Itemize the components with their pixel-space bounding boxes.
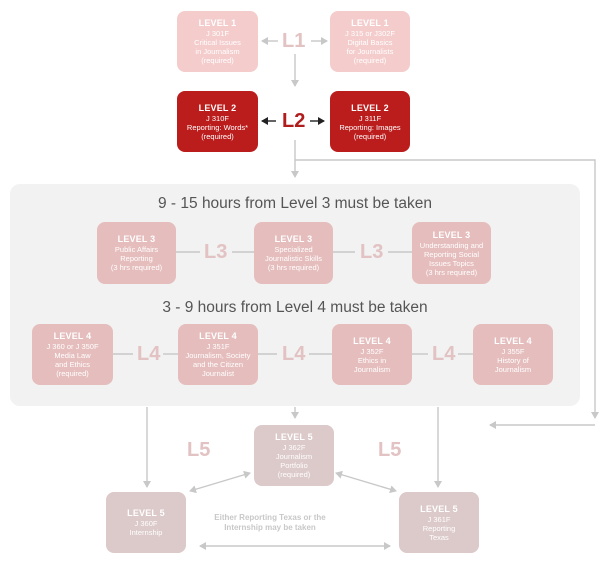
box-line: Portfolio (280, 461, 308, 470)
box-line: J 352F (360, 346, 384, 356)
box-line: Understanding and (419, 240, 484, 250)
box-line: (required) (56, 369, 89, 378)
box-line: (required) (201, 131, 234, 141)
box-line: Journalist (201, 369, 235, 378)
box-line: J 355F (501, 346, 525, 356)
label-l2: L2 (279, 110, 308, 132)
box-title: LEVEL 1 (351, 18, 389, 28)
either-or-note: Either Reporting Texas or the Internship may be taken (214, 513, 326, 532)
box-line: Reporting: Words* (186, 122, 249, 132)
box-line: Reporting Social (423, 249, 480, 259)
box-line: J 310F (206, 113, 229, 123)
box-line: (required) (277, 470, 311, 479)
box-line: J 351F (206, 342, 230, 351)
level5-portfolio-box (254, 425, 334, 486)
box-title: LEVEL 4 (353, 335, 391, 346)
box-line: J 360 or J 350F (46, 342, 99, 351)
box-line: and Ethics (54, 360, 91, 369)
box-line: Journalism, Society (185, 351, 251, 360)
label-l4-third: L4 (429, 343, 458, 365)
box-line: Specialized (274, 245, 313, 254)
box-line: Journalistic Skills (264, 254, 323, 263)
box-line: Ethics in (357, 355, 387, 365)
level3-heading: 9 - 15 hours from Level 3 must be taken (158, 195, 432, 212)
box-title: LEVEL 4 (199, 331, 237, 341)
box-line: in Journalism (195, 47, 240, 56)
box-title: LEVEL 3 (117, 234, 156, 244)
box-line: J 361F (427, 514, 451, 524)
box-title: LEVEL 5 (420, 503, 458, 514)
box-title: LEVEL 1 (198, 18, 237, 28)
level2-reporting-words-box (177, 91, 258, 152)
level4-history-box (473, 324, 553, 385)
box-line: Journalism (275, 452, 313, 461)
box-line: Media Law (54, 351, 91, 360)
box-title: LEVEL 3 (274, 234, 313, 244)
label-l1: L1 (279, 30, 308, 52)
box-line: (3 hrs required) (110, 263, 163, 272)
box-line: J 301F (206, 29, 229, 38)
level2-reporting-images-box (330, 91, 410, 152)
box-line: Reporting (120, 254, 153, 263)
box-title: LEVEL 4 (494, 335, 532, 346)
box-line: Digital Basics (347, 38, 393, 47)
box-line: Public Affairs (114, 245, 159, 254)
box-line: Issues Topics (429, 258, 474, 268)
box-line: Journalism (353, 364, 391, 374)
box-title: LEVEL 5 (127, 508, 165, 518)
level3-specialized-skills-box (254, 222, 333, 284)
box-line: (3 hrs required) (267, 263, 320, 272)
box-line: (required) (353, 56, 387, 65)
level5-internship-box (106, 492, 186, 553)
label-l3-first: L3 (201, 241, 230, 263)
level4-media-law-box (32, 324, 113, 385)
level3-social-issues-box (412, 222, 491, 284)
box-line: (required) (353, 131, 387, 141)
box-line: (required) (201, 56, 234, 65)
box-line: Journalism (494, 364, 532, 374)
box-title: LEVEL 2 (198, 102, 237, 113)
level4-ethics-box (332, 324, 412, 385)
label-l5-left: L5 (184, 439, 213, 461)
level5-reporting-texas-box (399, 492, 479, 553)
label-l3-second: L3 (357, 241, 386, 263)
label-l4-second: L4 (279, 343, 308, 365)
box-line: Reporting: Images (339, 122, 401, 132)
box-line: History of (497, 355, 529, 365)
box-line: for Journalists (346, 47, 394, 56)
box-line: J 360F (134, 519, 158, 528)
label-l4-first: L4 (134, 343, 163, 365)
box-line: Critical Issues (194, 38, 241, 47)
box-title: LEVEL 4 (53, 331, 92, 341)
box-title: LEVEL 5 (275, 432, 313, 442)
box-line: J 311F (358, 113, 382, 123)
level3-public-affairs-box (97, 222, 176, 284)
label-l5-right: L5 (375, 439, 404, 461)
box-title: LEVEL 3 (432, 229, 471, 240)
level1-critical-issues-box (177, 11, 258, 72)
box-line: Internship (129, 528, 163, 537)
box-line: Reporting (422, 523, 456, 533)
box-line: and the Citizen (192, 360, 244, 369)
box-line: J 315 or J302F (344, 29, 396, 38)
box-title: LEVEL 2 (351, 102, 389, 113)
level1-digital-basics-box (330, 11, 410, 72)
box-line: J 362F (282, 443, 306, 452)
level4-heading: 3 - 9 hours from Level 4 must be taken (162, 299, 428, 316)
box-line: (3 hrs required) (425, 267, 478, 277)
level4-journalism-society-box (178, 324, 258, 385)
box-line: Texas (429, 532, 449, 542)
